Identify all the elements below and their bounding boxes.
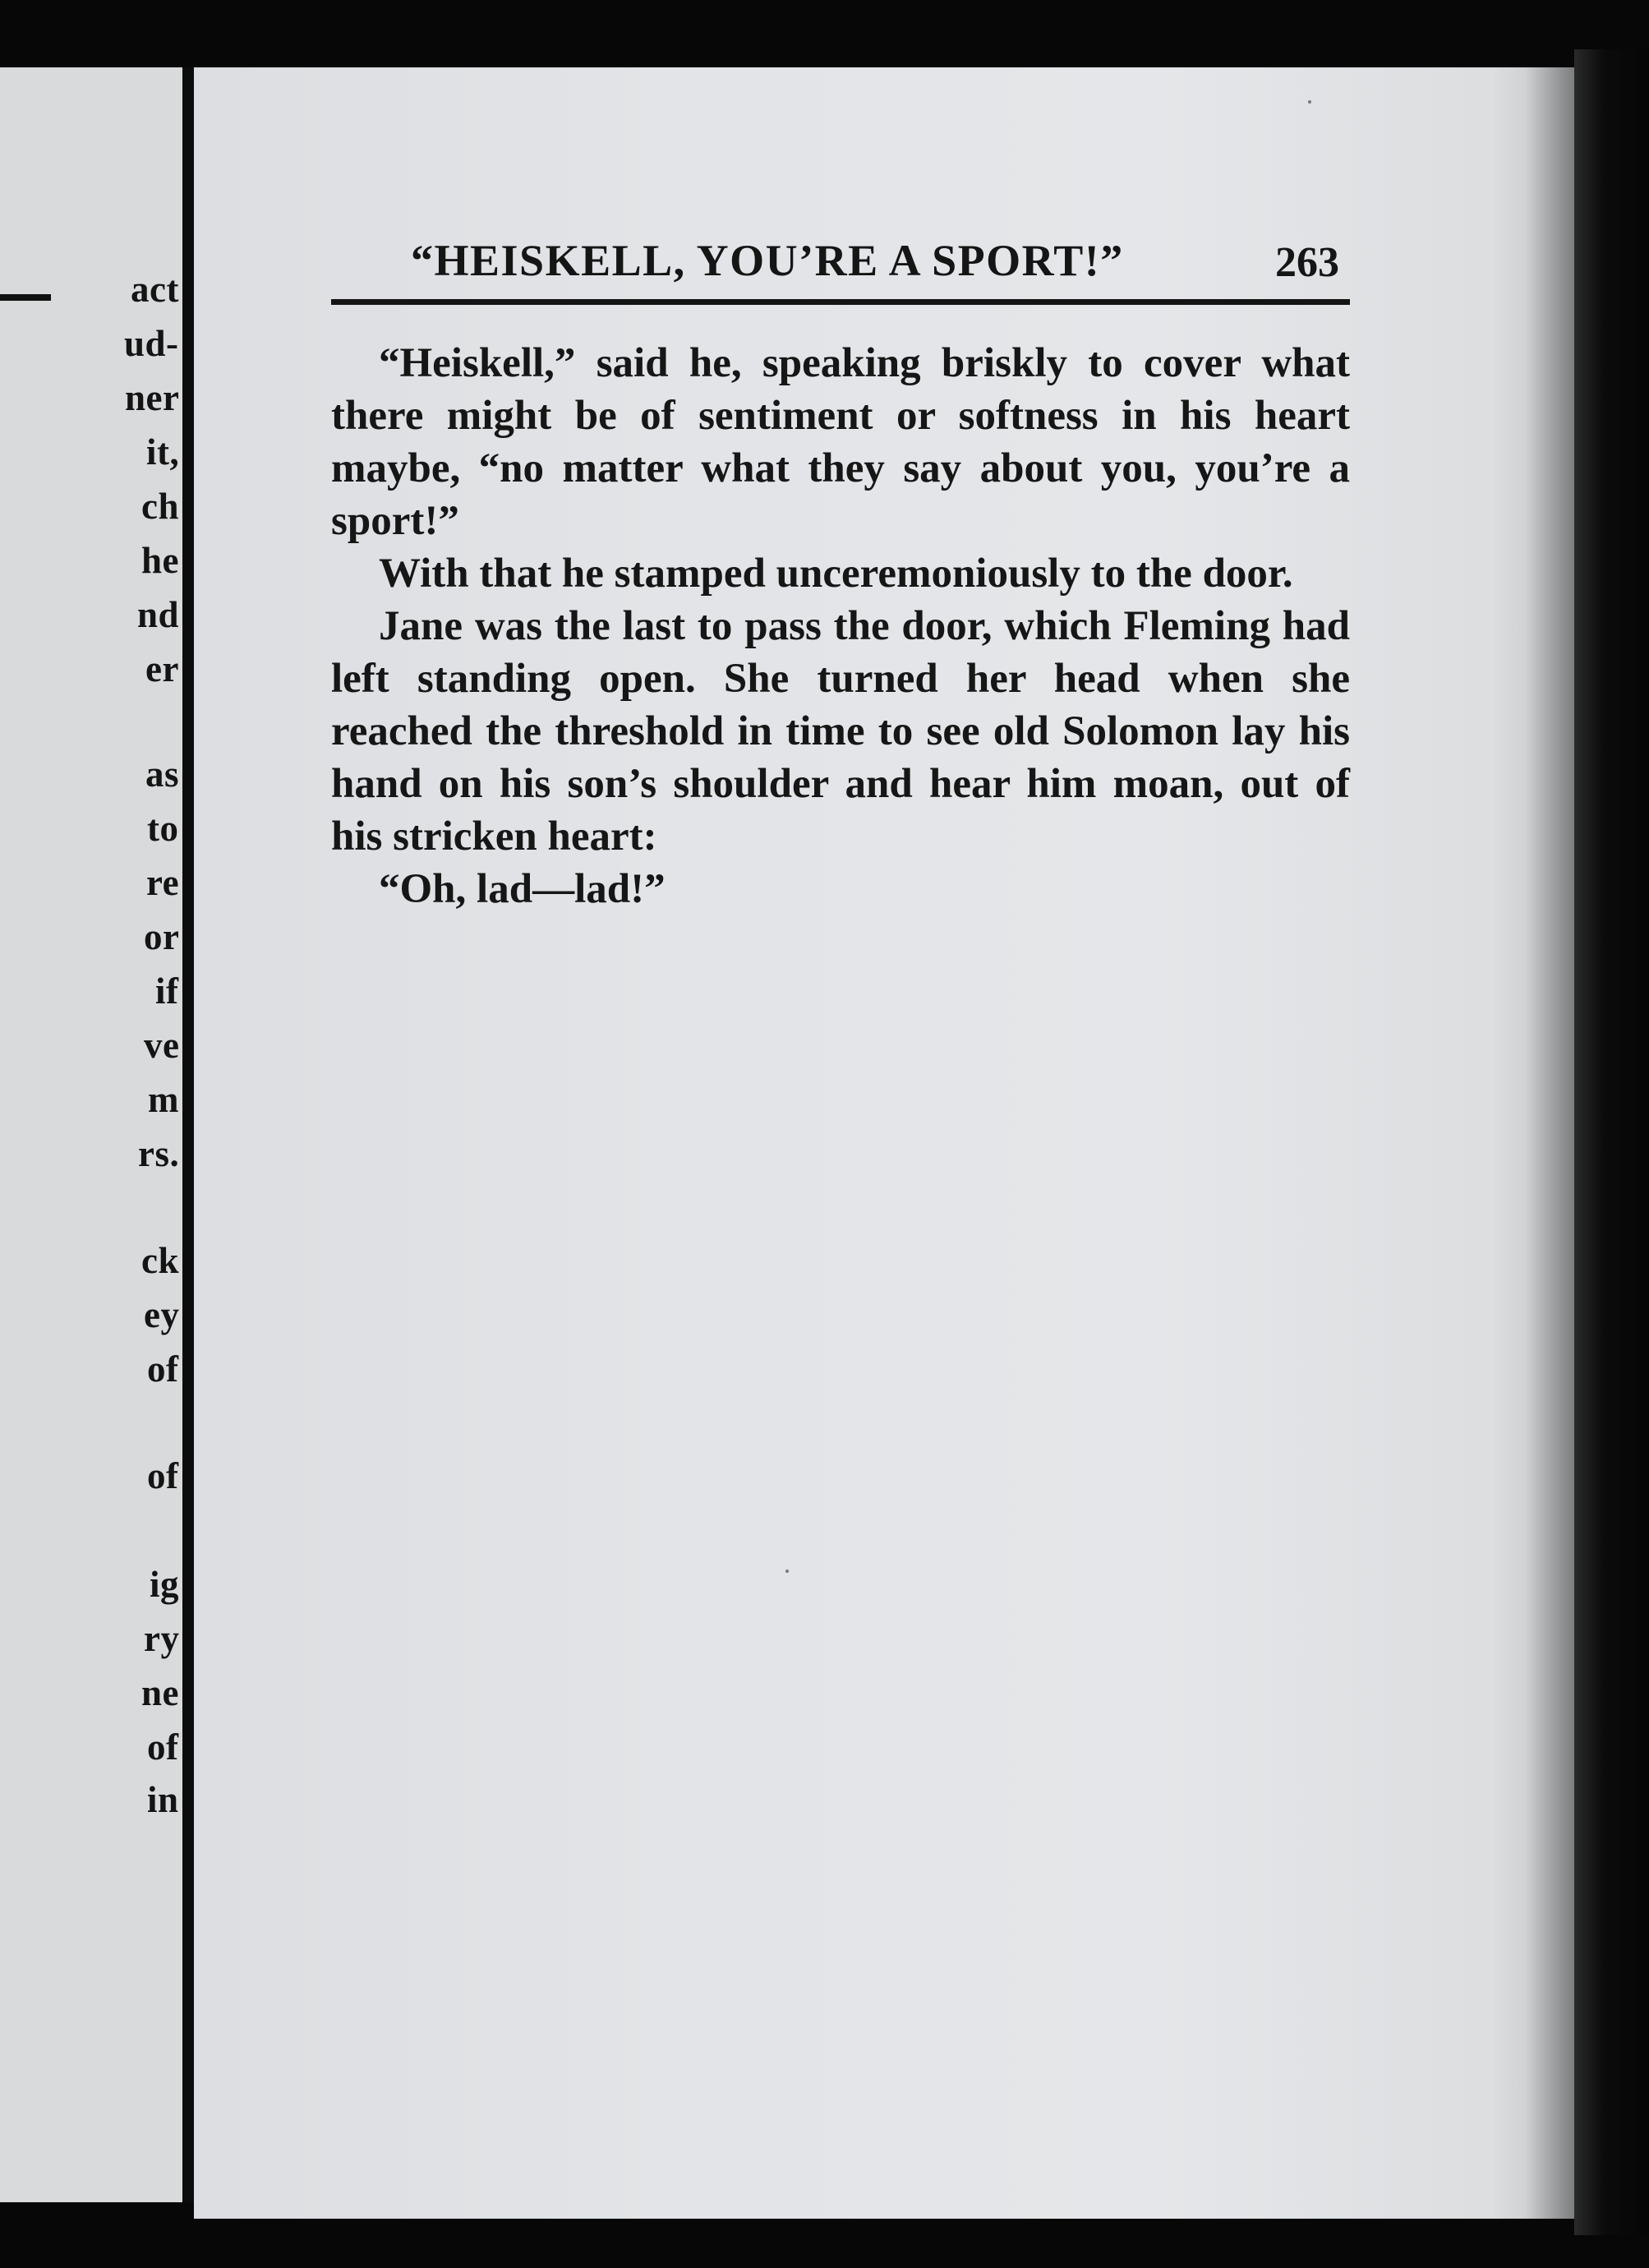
facing-page-line: ve	[144, 1025, 180, 1066]
facing-page-line: ey	[144, 1294, 180, 1335]
facing-page-rule	[0, 294, 51, 301]
facing-page-line: act	[131, 269, 179, 310]
facing-page-line: in	[147, 1779, 179, 1820]
running-head: “HEISKELL, YOU’RE A SPORT!”	[411, 236, 1124, 285]
facing-page-line: he	[141, 540, 179, 581]
facing-page-line: of	[147, 1455, 179, 1496]
facing-page-line: ig	[150, 1564, 180, 1605]
page-edge-shadow	[1574, 49, 1649, 2235]
facing-page-line: er	[145, 648, 179, 689]
page-gutter	[182, 67, 194, 2202]
facing-page-line: ner	[125, 377, 180, 418]
facing-page-line: re	[146, 862, 180, 903]
facing-page-line: ck	[141, 1240, 179, 1281]
facing-page	[0, 67, 182, 2202]
facing-page-line: of	[147, 1726, 179, 1768]
facing-page-line: to	[147, 808, 179, 849]
paragraph: “Heiskell,” said he, speaking briskly to cover what there might be of sentiment or softness in his heart maybe, “no matter what they say about you, you’re a sport!”	[331, 340, 1350, 544]
page-number: 263	[1275, 239, 1339, 286]
body-text	[331, 337, 1350, 915]
facing-page-line: ne	[141, 1672, 179, 1713]
facing-page-line: of	[147, 1348, 179, 1390]
dust-speck	[1308, 100, 1311, 104]
facing-page-line: it,	[146, 431, 180, 472]
paragraph: “Oh, lad—lad!”	[379, 866, 666, 912]
dust-speck	[785, 1570, 789, 1573]
facing-page-line: or	[144, 916, 180, 957]
paragraph: Jane was the last to pass the door, which Fleming had left standing open. She turned her head when she reached the threshold in time to see old Solomon lay his hand on his son’s shoulder and hear him moan, out of his stricken heart:	[331, 603, 1350, 860]
facing-page-line: if	[155, 970, 179, 1012]
facing-page-line: nd	[137, 594, 180, 635]
paragraph: With that he stamped unceremoniously to the door.	[379, 551, 1293, 597]
facing-page-line: ch	[141, 486, 179, 527]
facing-page-line: rs.	[138, 1133, 180, 1174]
facing-page-line: m	[148, 1079, 179, 1120]
facing-page-line: as	[145, 754, 180, 795]
facing-page-line: ud-	[124, 323, 179, 364]
facing-page-line: ry	[144, 1618, 180, 1659]
header-rule	[331, 299, 1350, 305]
